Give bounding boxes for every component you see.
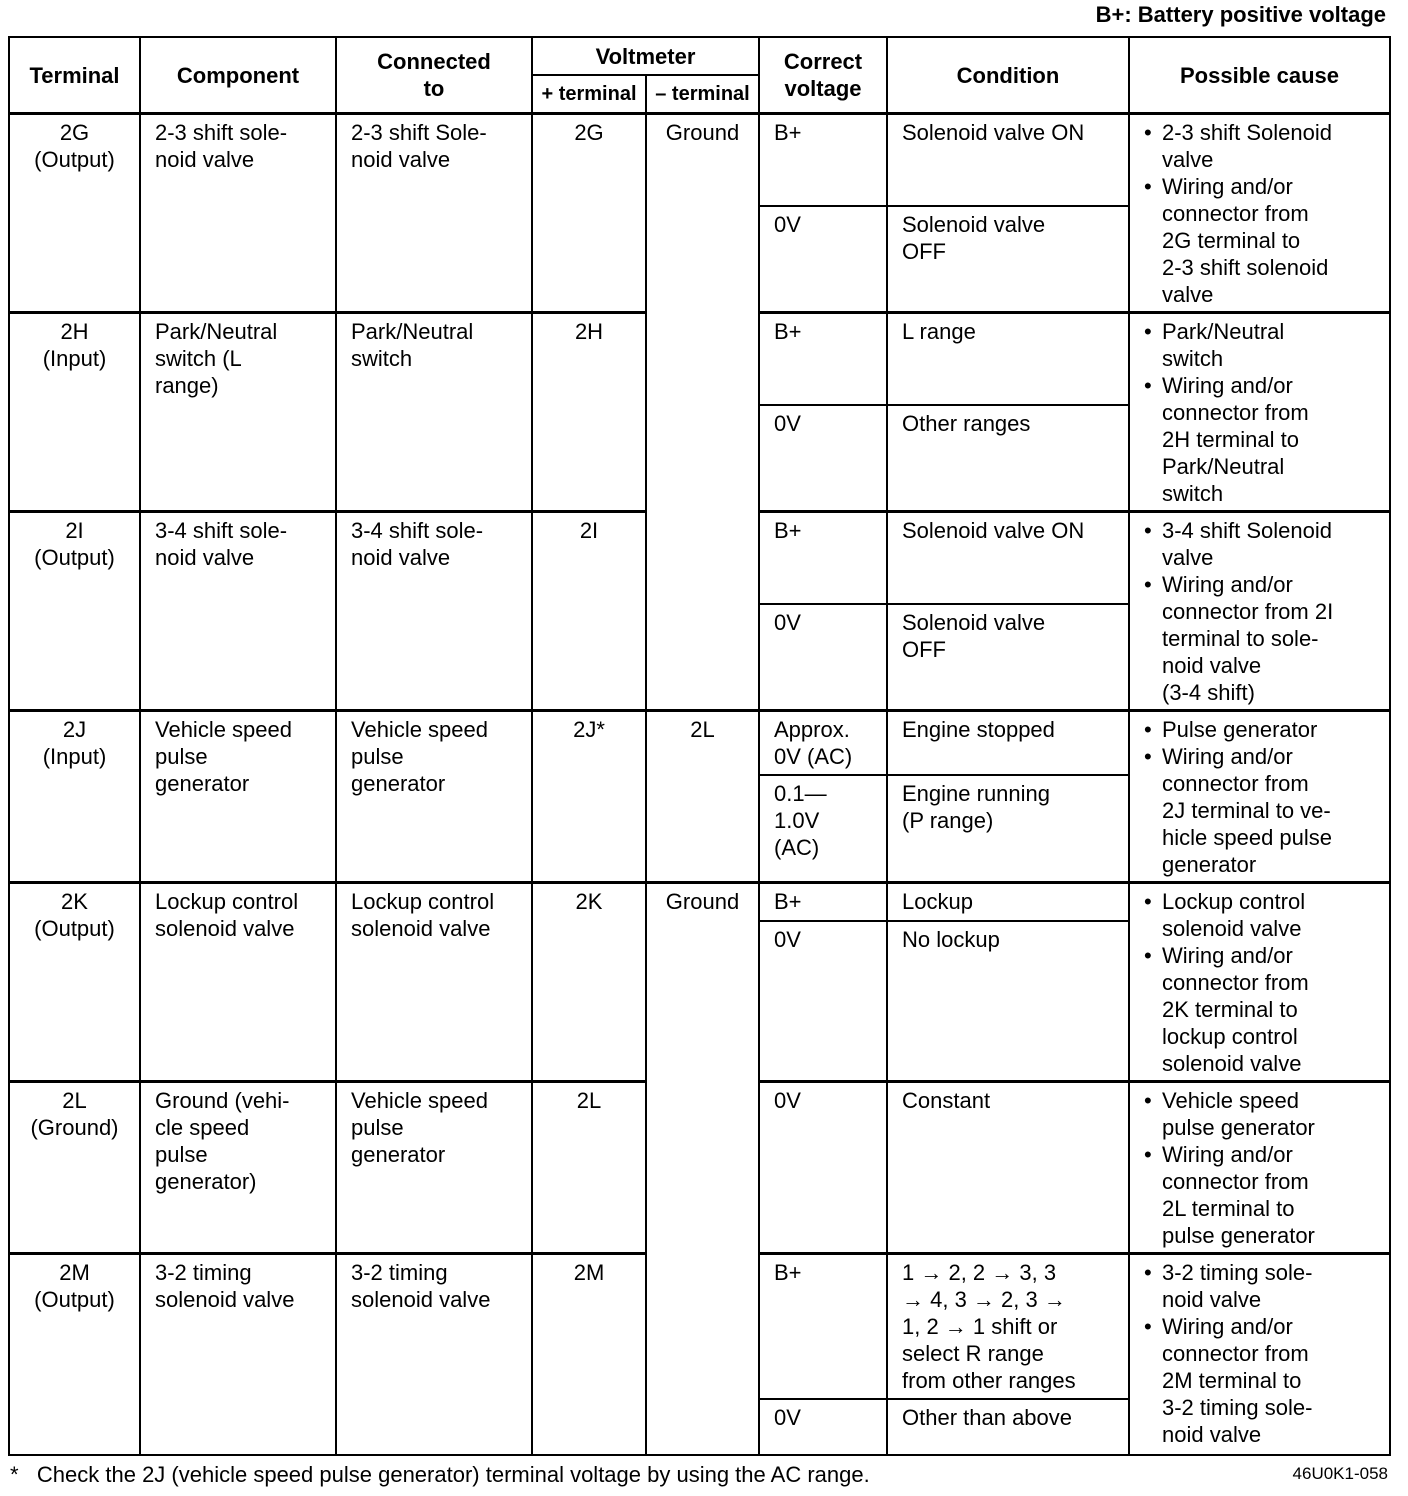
terminal-cell	[9, 114, 140, 313]
possible-cause-item	[1144, 942, 1383, 1077]
plus-terminal-cell: 2G	[532, 114, 646, 313]
component-cell	[140, 711, 336, 883]
possible-cause-line: • Wiring and/or	[1162, 943, 1293, 968]
possible-cause-line: • Wiring and/or	[1162, 174, 1293, 199]
possible-cause-line: connector from 2I	[1162, 599, 1334, 624]
condition-cell	[887, 114, 1129, 206]
possible-cause-line: • Pulse generator	[1162, 717, 1318, 742]
voltage-line: 0V	[774, 1088, 801, 1113]
possible-cause-line: • Wiring and/or	[1162, 744, 1293, 769]
possible-cause-line: • Wiring and/or	[1162, 572, 1293, 597]
component-line: switch (L	[155, 346, 242, 371]
condition-cell	[887, 1082, 1129, 1254]
possible-cause-line: 2M terminal to	[1162, 1368, 1302, 1393]
component-line: 3-2 timing	[155, 1260, 252, 1285]
component-cell	[140, 313, 336, 512]
condition-line: Solenoid valve	[902, 211, 1046, 237]
connected-to-cell	[336, 711, 532, 883]
condition-line: select R range	[902, 1341, 1044, 1366]
footnote-text: Check the 2J (vehicle speed pulse generator) terminal voltage by using the AC range.	[36, 1462, 870, 1487]
possible-cause-cell	[1129, 114, 1390, 313]
minus-terminal-cell: Ground	[646, 114, 759, 711]
component-cell	[140, 883, 336, 1082]
terminal-line: 2J	[62, 717, 87, 742]
correct-voltage-cell	[759, 921, 887, 1082]
possible-cause-list	[1144, 1259, 1383, 1448]
voltage-line: 1.0V	[774, 808, 820, 834]
header-component: Component	[140, 37, 336, 114]
connected-to-cell	[336, 114, 532, 313]
possible-cause-list	[1144, 1087, 1383, 1249]
header-terminal: Terminal	[9, 37, 140, 114]
connected-to-line: switch	[351, 346, 413, 371]
voltage-line: 0V	[774, 609, 801, 635]
terminal-line: (Output)	[34, 147, 115, 172]
voltage-line: B+	[774, 319, 802, 344]
possible-cause-line: (3-4 shift)	[1162, 680, 1255, 705]
correct-voltage-cell	[759, 711, 887, 776]
possible-cause-line: valve	[1162, 282, 1214, 307]
voltage-line: B+	[774, 889, 802, 914]
correct-voltage-cell	[759, 405, 887, 512]
connected-to-line: solenoid valve	[351, 916, 491, 941]
terminal-line: 2L	[62, 1088, 87, 1113]
correct-voltage-cell	[759, 114, 887, 206]
connected-to-cell	[336, 883, 532, 1082]
possible-cause-line: 2H terminal to	[1162, 427, 1299, 452]
voltage-line: 0V	[774, 926, 801, 952]
component-cell	[140, 114, 336, 313]
voltage-line: B+	[774, 120, 802, 145]
component-line: Vehicle speed	[155, 717, 292, 742]
terminal-line: (Output)	[34, 916, 115, 941]
terminal-line: 2M	[59, 1260, 90, 1285]
footnote-mark: *	[10, 1462, 19, 1487]
terminal-line: 2I	[65, 518, 84, 543]
connected-to-line: pulse	[351, 744, 404, 769]
possible-cause-item	[1144, 517, 1383, 571]
connected-to-cell	[336, 1254, 532, 1455]
correct-voltage-cell	[759, 883, 887, 921]
header-correct-voltage	[759, 37, 887, 114]
plus-terminal-cell: 2I	[532, 512, 646, 711]
possible-cause-line: • Wiring and/or	[1162, 1314, 1293, 1339]
table-row	[9, 114, 1390, 206]
component-cell	[140, 1082, 336, 1254]
correct-voltage-cell	[759, 1399, 887, 1455]
terminal-cell	[9, 1254, 140, 1455]
possible-cause-line: connector from	[1162, 1341, 1309, 1366]
possible-cause-list	[1144, 119, 1383, 308]
legend: B+: Battery positive voltage	[1095, 2, 1386, 27]
terminal-cell	[9, 512, 140, 711]
minus-terminal-cell: Ground	[646, 883, 759, 1455]
plus-terminal-cell: 2M	[532, 1254, 646, 1455]
possible-cause-list	[1144, 716, 1383, 878]
condition-line: Engine stopped	[902, 717, 1055, 742]
condition-cell	[887, 1254, 1129, 1399]
possible-cause-cell	[1129, 1254, 1390, 1455]
component-line: 3-4 shift sole-	[155, 518, 288, 543]
possible-cause-line: • Lockup control	[1162, 889, 1306, 914]
terminal-voltage-table	[8, 36, 1391, 1456]
plus-terminal-cell: 2K	[532, 883, 646, 1082]
possible-cause-line: 2L terminal to	[1162, 1196, 1295, 1221]
possible-cause-line: Park/Neutral	[1162, 454, 1285, 479]
voltage-line: (AC)	[774, 835, 820, 861]
plus-terminal-cell: 2H	[532, 313, 646, 512]
terminal-line: (Ground)	[30, 1115, 119, 1140]
condition-line: 1, 2 → 1 shift or	[902, 1314, 1058, 1339]
condition-line: Solenoid valve ON	[902, 120, 1085, 145]
connected-to-line: noid valve	[351, 545, 451, 570]
possible-cause-line: noid valve	[1162, 653, 1262, 678]
figure-code: 46U0K1-058	[1292, 1464, 1388, 1483]
condition-line: Other ranges	[902, 410, 1031, 436]
header-plus-terminal: + terminal	[532, 75, 646, 114]
possible-cause-line: hicle speed pulse	[1162, 825, 1333, 850]
table-row	[9, 711, 1390, 776]
correct-voltage-cell	[759, 604, 887, 711]
possible-cause-item	[1144, 119, 1383, 173]
connected-to-line: generator	[351, 771, 446, 796]
connected-to-cell	[336, 313, 532, 512]
condition-cell	[887, 405, 1129, 512]
component-line: generator	[155, 771, 250, 796]
possible-cause-line: switch	[1162, 481, 1224, 506]
possible-cause-line: • Park/Neutral	[1162, 319, 1285, 344]
plus-terminal-cell: 2L	[532, 1082, 646, 1254]
component-line: Lockup control	[155, 889, 299, 914]
correct-voltage-cell	[759, 1082, 887, 1254]
correct-voltage-cell	[759, 775, 887, 882]
condition-cell	[887, 883, 1129, 921]
voltage-line: 0V	[774, 211, 801, 237]
terminal-line: 2G	[59, 120, 90, 145]
component-line: noid valve	[155, 545, 255, 570]
voltage-line: 0V	[774, 410, 801, 436]
possible-cause-item	[1144, 173, 1383, 308]
connected-to-line: 3-4 shift sole-	[351, 518, 484, 543]
condition-line: Solenoid valve ON	[902, 518, 1085, 543]
condition-line: OFF	[902, 636, 946, 662]
footnote	[10, 1462, 870, 1488]
condition-line: OFF	[902, 238, 946, 264]
possible-cause-line: connector from	[1162, 970, 1309, 995]
table-row	[9, 883, 1390, 921]
plus-terminal-cell: 2J*	[532, 711, 646, 883]
header-condition: Condition	[887, 37, 1129, 114]
component-line: Ground (vehi-	[155, 1088, 290, 1113]
possible-cause-cell	[1129, 512, 1390, 711]
possible-cause-line: valve	[1162, 147, 1214, 172]
connected-to-line: generator	[351, 1142, 446, 1167]
possible-cause-line: lockup control	[1162, 1024, 1298, 1049]
condition-line: Lockup	[902, 889, 973, 914]
terminal-line: (Output)	[34, 545, 115, 570]
possible-cause-line: 2G terminal to	[1162, 228, 1301, 253]
terminal-line: (Input)	[42, 744, 107, 769]
correct-voltage-cell	[759, 1254, 887, 1399]
possible-cause-line: terminal to sole-	[1162, 626, 1319, 651]
connected-to-line: solenoid valve	[351, 1287, 491, 1312]
voltage-line: 0V	[774, 1404, 801, 1430]
correct-voltage-cell	[759, 206, 887, 313]
possible-cause-cell	[1129, 1082, 1390, 1254]
connected-to-cell	[336, 1082, 532, 1254]
condition-line: Engine running	[902, 781, 1051, 807]
terminal-line: 2H	[60, 319, 89, 344]
connected-to-line: Lockup control	[351, 889, 495, 914]
possible-cause-line: 3-2 timing sole-	[1162, 1395, 1313, 1420]
possible-cause-list	[1144, 517, 1383, 706]
possible-cause-line: • Wiring and/or	[1162, 1142, 1293, 1167]
possible-cause-line: 2-3 shift solenoid	[1162, 255, 1329, 280]
header-voltmeter: Voltmeter	[532, 37, 759, 75]
connected-to-line: Park/Neutral	[351, 319, 474, 344]
terminal-cell	[9, 883, 140, 1082]
terminal-cell	[9, 711, 140, 883]
possible-cause-item	[1144, 888, 1383, 942]
possible-cause-line: • 2-3 shift Solenoid	[1162, 120, 1332, 145]
condition-line: L range	[902, 319, 976, 344]
condition-cell	[887, 512, 1129, 604]
possible-cause-line: solenoid valve	[1162, 916, 1302, 941]
condition-line: Solenoid valve	[902, 609, 1046, 635]
possible-cause-item	[1144, 743, 1383, 878]
possible-cause-cell	[1129, 711, 1390, 883]
component-line: cle speed	[155, 1115, 250, 1140]
possible-cause-list	[1144, 888, 1383, 1077]
header-connected-to-line: to	[423, 76, 445, 101]
component-line: pulse	[155, 744, 208, 769]
minus-terminal-cell: 2L	[646, 711, 759, 883]
terminal-line: (Output)	[34, 1287, 115, 1312]
terminal-line: 2K	[61, 889, 88, 914]
possible-cause-line: pulse generator	[1162, 1115, 1315, 1140]
condition-cell	[887, 313, 1129, 405]
correct-voltage-cell	[759, 313, 887, 405]
possible-cause-line: switch	[1162, 346, 1224, 371]
terminal-cell	[9, 313, 140, 512]
component-line: 2-3 shift sole-	[155, 120, 288, 145]
condition-cell	[887, 1399, 1129, 1455]
possible-cause-cell	[1129, 883, 1390, 1082]
voltage-line: B+	[774, 1260, 802, 1285]
condition-line: 1 → 2, 2 → 3, 3	[902, 1260, 1057, 1285]
header-connected-to-line: Connected	[377, 49, 491, 74]
possible-cause-item	[1144, 1259, 1383, 1313]
connected-to-line: Vehicle speed	[351, 717, 488, 742]
header-correct-voltage-line: voltage	[784, 76, 862, 101]
header-connected-to	[336, 37, 532, 114]
possible-cause-line: connector from	[1162, 1169, 1309, 1194]
condition-cell	[887, 711, 1129, 776]
possible-cause-line: • 3-2 timing sole-	[1162, 1260, 1313, 1285]
component-cell	[140, 512, 336, 711]
terminal-line: (Input)	[42, 346, 107, 371]
possible-cause-line: • 3-4 shift Solenoid	[1162, 518, 1332, 543]
condition-cell	[887, 604, 1129, 711]
possible-cause-item	[1144, 1313, 1383, 1448]
component-line: generator)	[155, 1169, 257, 1194]
connected-to-cell	[336, 512, 532, 711]
possible-cause-line: noid valve	[1162, 1422, 1262, 1447]
condition-cell	[887, 775, 1129, 882]
connected-to-line: Vehicle speed	[351, 1088, 488, 1113]
component-line: Park/Neutral	[155, 319, 278, 344]
possible-cause-line: pulse generator	[1162, 1223, 1315, 1248]
possible-cause-item	[1144, 716, 1383, 743]
voltage-line: 0.1—	[774, 781, 827, 807]
possible-cause-line: solenoid valve	[1162, 1051, 1302, 1076]
possible-cause-line: generator	[1162, 852, 1257, 877]
component-line: range)	[155, 373, 219, 398]
possible-cause-item	[1144, 372, 1383, 507]
voltage-line: Approx.	[774, 717, 850, 742]
header-possible-cause: Possible cause	[1129, 37, 1390, 114]
possible-cause-line: noid valve	[1162, 1287, 1262, 1312]
possible-cause-item	[1144, 571, 1383, 706]
possible-cause-line: 2K terminal to	[1162, 997, 1298, 1022]
possible-cause-line: connector from	[1162, 400, 1309, 425]
connected-to-line: noid valve	[351, 147, 451, 172]
voltage-line: 0V (AC)	[774, 744, 853, 769]
terminal-cell	[9, 1082, 140, 1254]
possible-cause-line: 2J terminal to ve-	[1162, 798, 1331, 823]
component-line: solenoid valve	[155, 916, 295, 941]
possible-cause-line: connector from	[1162, 771, 1309, 796]
component-line: solenoid valve	[155, 1287, 295, 1312]
connected-to-line: pulse	[351, 1115, 404, 1140]
condition-cell	[887, 921, 1129, 1082]
condition-line: No lockup	[902, 926, 1000, 952]
condition-line: (P range)	[902, 808, 994, 834]
connected-to-line: 2-3 shift Sole-	[351, 120, 487, 145]
possible-cause-line: valve	[1162, 545, 1214, 570]
possible-cause-list	[1144, 318, 1383, 507]
table-body	[9, 114, 1390, 1455]
possible-cause-item	[1144, 318, 1383, 372]
voltage-line: B+	[774, 518, 802, 543]
connected-to-line: 3-2 timing	[351, 1260, 448, 1285]
correct-voltage-cell	[759, 512, 887, 604]
condition-line: Other than above	[902, 1404, 1073, 1430]
header-correct-voltage-line: Correct	[783, 49, 863, 74]
possible-cause-line: • Vehicle speed	[1162, 1088, 1299, 1113]
header-minus-terminal: – terminal	[646, 75, 759, 114]
possible-cause-item	[1144, 1087, 1383, 1141]
condition-cell	[887, 206, 1129, 313]
condition-line: from other ranges	[902, 1368, 1076, 1393]
condition-line: → 4, 3 → 2, 3 →	[902, 1287, 1066, 1312]
component-line: noid valve	[155, 147, 255, 172]
component-line: pulse	[155, 1142, 208, 1167]
possible-cause-cell	[1129, 313, 1390, 512]
possible-cause-item	[1144, 1141, 1383, 1249]
component-cell	[140, 1254, 336, 1455]
possible-cause-line: connector from	[1162, 201, 1309, 226]
condition-line: Constant	[902, 1088, 991, 1113]
possible-cause-line: • Wiring and/or	[1162, 373, 1293, 398]
